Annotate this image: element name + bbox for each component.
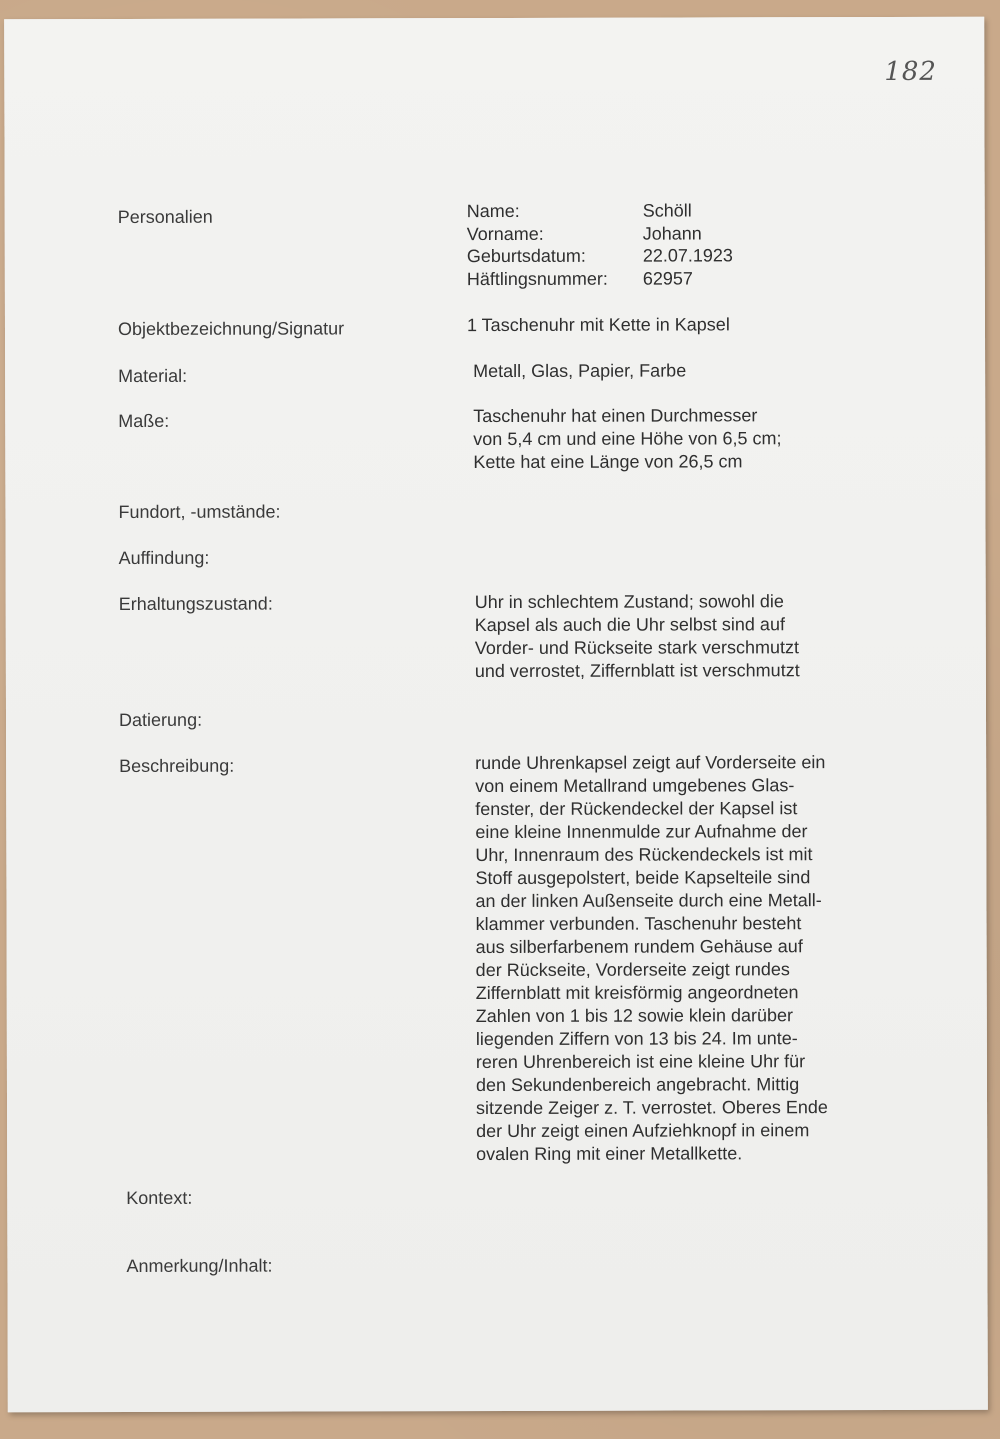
beschreibung-line: Zahlen von 1 bis 12 sowie klein darüber xyxy=(475,1005,794,1027)
personalien-label: Personalien xyxy=(117,206,213,227)
erhaltungszustand-line: und verrostet, Ziffernblatt ist verschmutzt xyxy=(474,660,800,682)
beschreibung-line: ovalen Ring mit einer Metallkette. xyxy=(476,1143,743,1165)
masse-text xyxy=(473,404,781,474)
name-value: Schöll xyxy=(642,200,692,221)
beschreibung-line: eine kleine Innenmulde zur Aufnahme der xyxy=(475,821,808,843)
geburtsdatum-value: 22.07.1923 xyxy=(642,245,733,266)
beschreibung-line: klammer verbunden. Taschenuhr besteht xyxy=(475,913,802,935)
masse-line: Kette hat eine Länge von 26,5 cm xyxy=(473,451,743,473)
beschreibung-line: Uhr, Innenraum des Rückendeckels ist mit xyxy=(475,844,813,866)
erhaltungszustand-line: Vorder- und Rückseite stark verschmutzt xyxy=(474,637,799,659)
handwritten-page-number: 182 xyxy=(884,56,937,87)
beschreibung-line: der Rückseite, Vorderseite zeigt rundes xyxy=(475,959,790,981)
name-row xyxy=(467,199,733,222)
beschreibung-line: reren Uhrenbereich ist eine kleine Uhr für xyxy=(475,1051,806,1073)
geburtsdatum-key: Geburtsdatum: xyxy=(466,245,586,267)
fundort-label: Fundort, -umstände: xyxy=(118,501,281,522)
vorname-value: Johann xyxy=(642,222,702,244)
vorname-row xyxy=(467,222,733,245)
erhaltungszustand-label: Erhaltungszustand: xyxy=(118,593,273,614)
beschreibung-line: der Uhr zeigt einen Aufziehknopf in einem xyxy=(476,1120,810,1142)
erhaltungszustand-text xyxy=(475,590,800,683)
auffindung-label: Auffindung: xyxy=(118,547,210,568)
beschreibung-label: Beschreibung: xyxy=(119,755,235,776)
masse-line: Taschenuhr hat einen Durchmesser xyxy=(473,405,758,427)
beschreibung-line: an der linken Außenseite durch eine Metall- xyxy=(475,890,822,912)
personalien-table xyxy=(467,199,733,290)
beschreibung-line: von einem Metallrand umgebenes Glas- xyxy=(475,775,795,797)
masse-label: Maße: xyxy=(118,410,170,431)
beschreibung-line: aus silberfarbenem rundem Gehäuse auf xyxy=(475,936,803,958)
masse-line: von 5,4 cm und eine Höhe von 6,5 cm; xyxy=(473,428,782,450)
beschreibung-line: Stoff ausgepolstert, beide Kapselteile sind xyxy=(475,867,811,889)
beschreibung-line: liegenden Ziffern von 13 bis 24. Im unte- xyxy=(475,1028,798,1050)
kontext-label: Kontext: xyxy=(126,1187,193,1208)
beschreibung-line: sitzende Zeiger z. T. verrostet. Oberes Ende xyxy=(476,1097,828,1119)
erhaltungszustand-line: Uhr in schlechtem Zustand; sowohl die xyxy=(474,591,784,613)
erhaltungszustand-line: Kapsel als auch die Uhr selbst sind auf xyxy=(474,614,785,636)
objekt-label: Objektbezeichnung/Signatur xyxy=(117,318,345,339)
beschreibung-line: fenster, der Rückendeckel der Kapsel ist xyxy=(475,798,798,820)
material-label: Material: xyxy=(118,365,188,386)
geburtsdatum-row xyxy=(467,244,733,267)
name-key: Name: xyxy=(466,200,520,222)
anmerkung-label: Anmerkung/Inhalt: xyxy=(126,1255,273,1276)
beschreibung-text xyxy=(475,751,828,1166)
haeftlingsnummer-value: 62957 xyxy=(642,267,693,289)
vorname-key: Vorname: xyxy=(466,223,544,244)
beschreibung-line: Ziffernblatt mit kreisförmig angeordneten xyxy=(475,982,799,1004)
haeftlingsnummer-row xyxy=(467,267,733,290)
datierung-label: Datierung: xyxy=(118,709,203,730)
objekt-value: 1 Taschenuhr mit Kette in Kapsel xyxy=(466,314,730,336)
document-sheet xyxy=(4,17,988,1413)
beschreibung-line: runde Uhrenkapsel zeigt auf Vorderseite ein xyxy=(475,752,826,774)
beschreibung-line: den Sekundenbereich angebracht. Mittig xyxy=(475,1074,800,1096)
haeftlingsnummer-key: Häftlingsnummer: xyxy=(466,268,608,289)
material-value: Metall, Glas, Papier, Farbe xyxy=(473,360,687,382)
